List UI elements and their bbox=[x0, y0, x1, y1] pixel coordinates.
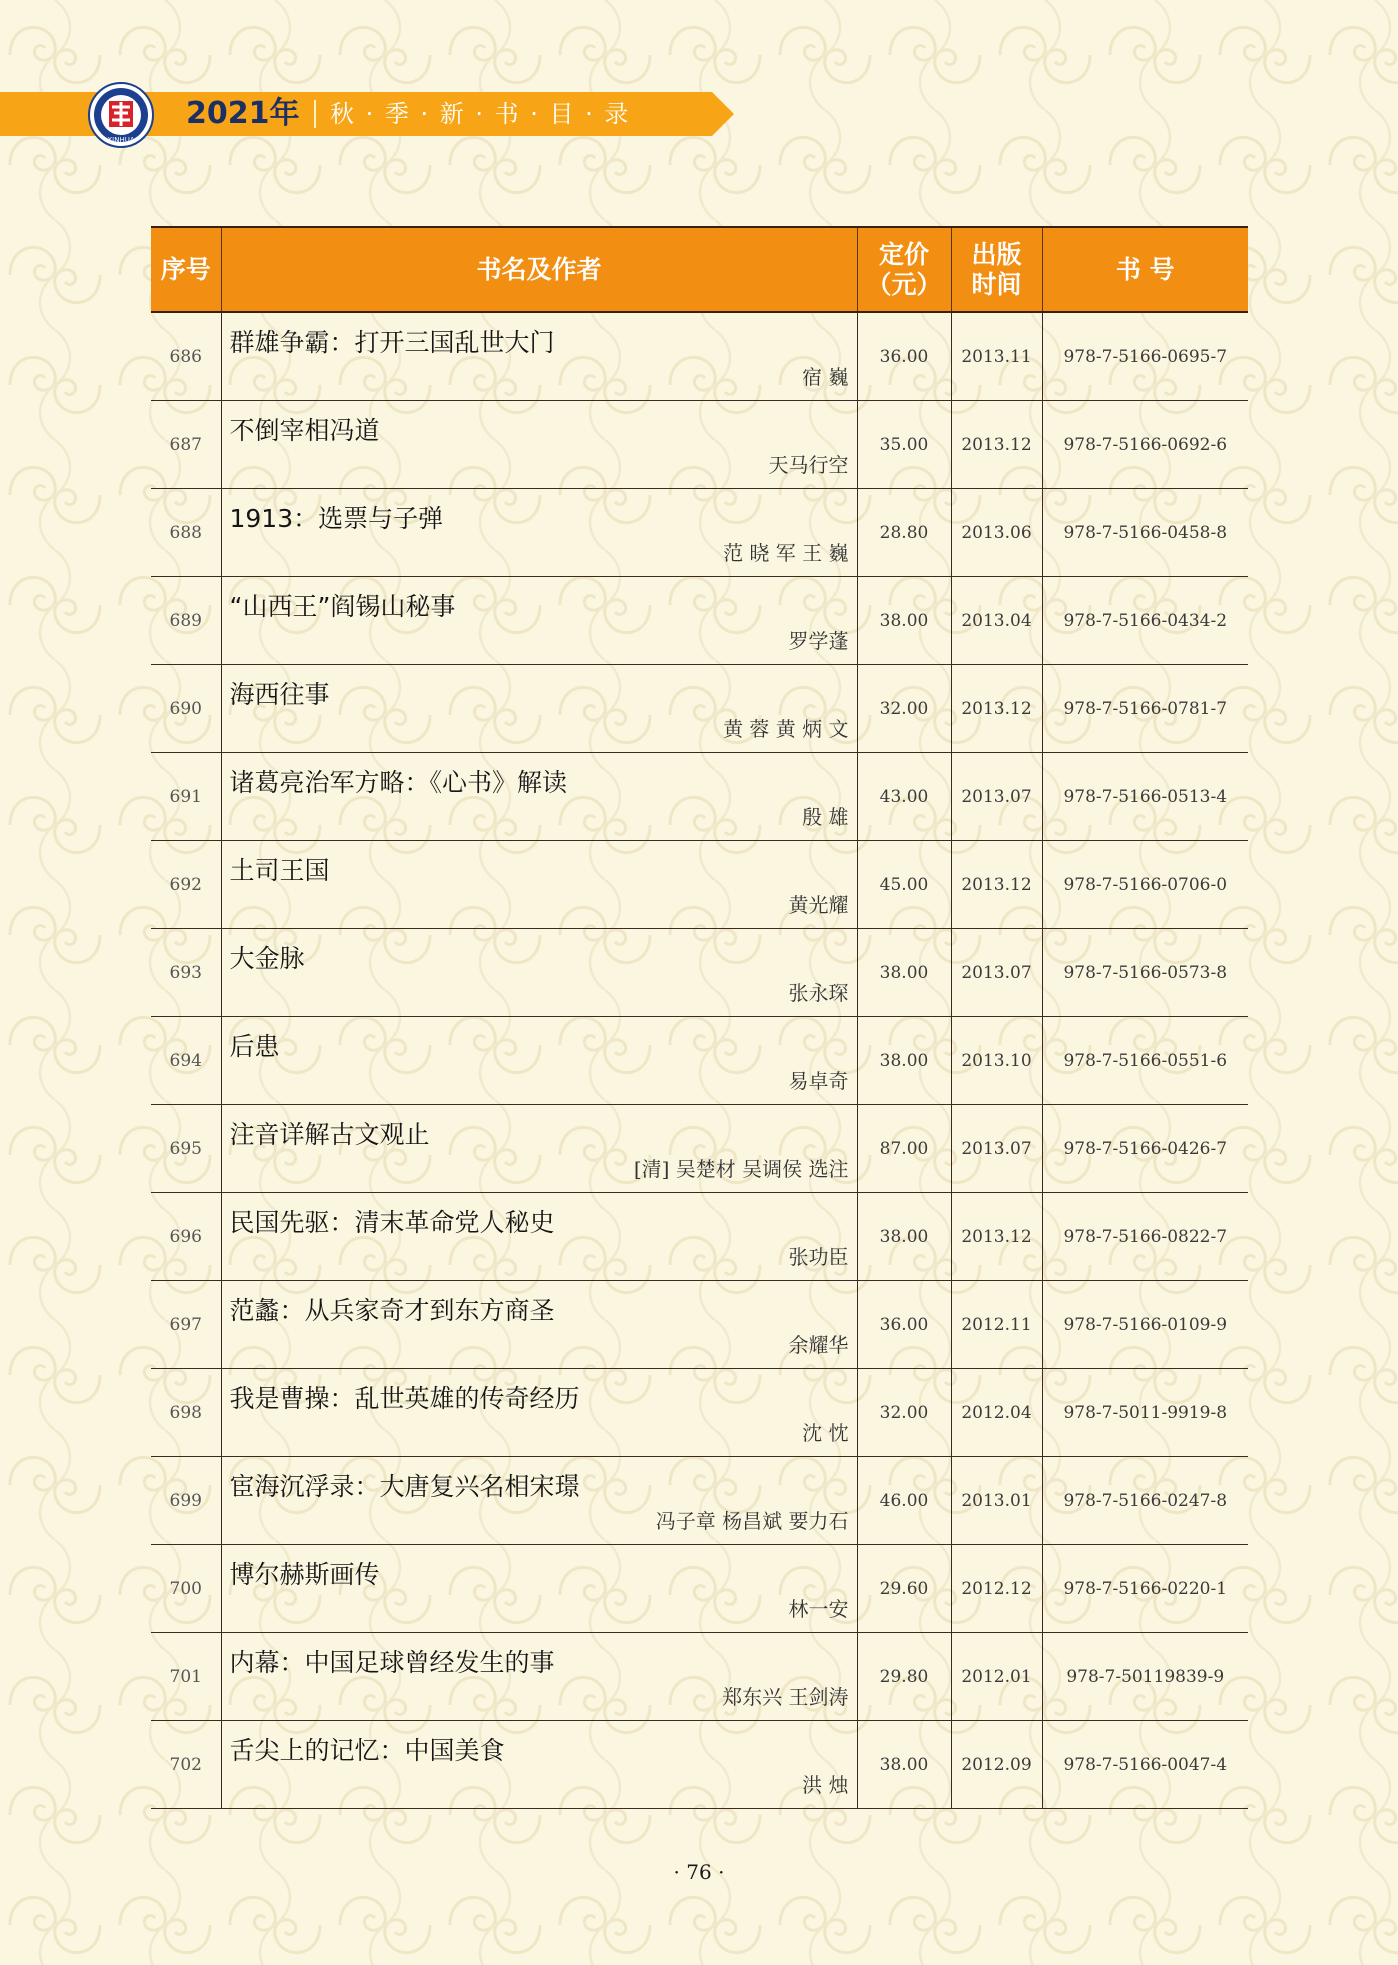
row-isbn: 978-7-5166-0434-2 bbox=[1042, 577, 1248, 665]
row-price: 38.00 bbox=[857, 929, 951, 1017]
row-isbn: 978-7-5166-0695-7 bbox=[1042, 312, 1248, 401]
row-seq: 689 bbox=[151, 577, 221, 665]
row-price: 38.00 bbox=[857, 1193, 951, 1281]
row-date: 2012.04 bbox=[951, 1369, 1042, 1457]
table-row bbox=[151, 929, 1248, 1017]
row-title-cell bbox=[221, 577, 857, 665]
table-row bbox=[151, 577, 1248, 665]
row-isbn: 978-7-5166-0781-7 bbox=[1042, 665, 1248, 753]
row-price: 87.00 bbox=[857, 1105, 951, 1193]
catalog-subtitle: 秋 · 季 · 新 · 书 · 目 · 录 bbox=[330, 100, 631, 128]
row-seq: 692 bbox=[151, 841, 221, 929]
row-seq: 693 bbox=[151, 929, 221, 1017]
book-author: 张永琛 bbox=[788, 981, 849, 1005]
column-header-seq: 序号 bbox=[151, 227, 221, 312]
column-header-price bbox=[857, 227, 951, 312]
row-title-cell bbox=[221, 489, 857, 577]
row-date: 2013.07 bbox=[951, 1105, 1042, 1193]
row-price: 38.00 bbox=[857, 1017, 951, 1105]
book-author: 郑东兴 王剑涛 bbox=[722, 1685, 849, 1709]
row-title-cell bbox=[221, 1193, 857, 1281]
row-date: 2012.11 bbox=[951, 1281, 1042, 1369]
table-row bbox=[151, 753, 1248, 841]
row-date: 2013.06 bbox=[951, 489, 1042, 577]
row-isbn: 978-7-5166-0551-6 bbox=[1042, 1017, 1248, 1105]
column-header-date-line2: 时间 bbox=[971, 269, 1022, 299]
row-date: 2012.09 bbox=[951, 1721, 1042, 1809]
row-date: 2013.11 bbox=[951, 312, 1042, 401]
book-author: 宿 巍 bbox=[802, 365, 849, 389]
table-row bbox=[151, 1105, 1248, 1193]
table-row bbox=[151, 312, 1248, 401]
row-price: 38.00 bbox=[857, 1721, 951, 1809]
row-title-cell bbox=[221, 665, 857, 753]
row-date: 2013.12 bbox=[951, 1193, 1042, 1281]
book-author: 洪 烛 bbox=[802, 1773, 849, 1797]
row-date: 2012.12 bbox=[951, 1545, 1042, 1633]
book-title: 后患 bbox=[229, 1032, 280, 1061]
book-author: 范 晓 军 王 巍 bbox=[723, 541, 849, 565]
row-seq: 688 bbox=[151, 489, 221, 577]
catalog-year: 2021年 bbox=[186, 96, 300, 131]
row-date: 2013.12 bbox=[951, 841, 1042, 929]
row-isbn: 978-7-5166-0247-8 bbox=[1042, 1457, 1248, 1545]
row-seq: 690 bbox=[151, 665, 221, 753]
row-seq: 700 bbox=[151, 1545, 221, 1633]
table-row bbox=[151, 1633, 1248, 1721]
row-price: 43.00 bbox=[857, 753, 951, 841]
table-row bbox=[151, 1369, 1248, 1457]
book-author: 张功臣 bbox=[788, 1245, 849, 1269]
column-header-isbn: 书 号 bbox=[1042, 227, 1248, 312]
book-title: 1913：选票与子弹 bbox=[229, 504, 444, 533]
column-header-date-line1: 出版 bbox=[971, 239, 1022, 269]
table-row bbox=[151, 1281, 1248, 1369]
column-header-price-line2: （元） bbox=[866, 269, 942, 299]
row-title-cell bbox=[221, 1633, 857, 1721]
row-isbn: 978-7-5166-0822-7 bbox=[1042, 1193, 1248, 1281]
row-title-cell bbox=[221, 401, 857, 489]
book-title: 海西往事 bbox=[229, 680, 330, 709]
book-author: 余耀华 bbox=[788, 1333, 849, 1357]
table-row bbox=[151, 1017, 1248, 1105]
book-title: 群雄争霸：打开三国乱世大门 bbox=[229, 328, 555, 357]
page-number: · 76 · bbox=[673, 1860, 725, 1884]
book-catalog-table bbox=[151, 226, 1248, 1809]
row-seq: 702 bbox=[151, 1721, 221, 1809]
row-seq: 701 bbox=[151, 1633, 221, 1721]
row-title-cell bbox=[221, 753, 857, 841]
column-header-title: 书名及作者 bbox=[221, 227, 857, 312]
row-seq: 699 bbox=[151, 1457, 221, 1545]
book-title: 土司王国 bbox=[229, 856, 330, 885]
row-price: 38.00 bbox=[857, 577, 951, 665]
row-price: 46.00 bbox=[857, 1457, 951, 1545]
book-author: 冯子章 杨昌斌 要力石 bbox=[655, 1509, 849, 1533]
table-row bbox=[151, 1721, 1248, 1809]
banner-divider bbox=[314, 100, 316, 128]
book-author: 林一安 bbox=[788, 1597, 849, 1621]
book-author: 天马行空 bbox=[768, 453, 849, 477]
row-isbn: 978-7-5166-0706-0 bbox=[1042, 841, 1248, 929]
row-seq: 691 bbox=[151, 753, 221, 841]
row-isbn: 978-7-5011-9919-8 bbox=[1042, 1369, 1248, 1457]
row-isbn: 978-7-5166-0220-1 bbox=[1042, 1545, 1248, 1633]
table-row bbox=[151, 1193, 1248, 1281]
table-row bbox=[151, 401, 1248, 489]
table-header-row bbox=[151, 227, 1248, 312]
row-price: 35.00 bbox=[857, 401, 951, 489]
table-row bbox=[151, 489, 1248, 577]
row-price: 45.00 bbox=[857, 841, 951, 929]
row-title-cell bbox=[221, 1281, 857, 1369]
row-date: 2013.07 bbox=[951, 929, 1042, 1017]
book-title: 注音详解古文观止 bbox=[229, 1120, 430, 1149]
column-header-price-line1: 定价 bbox=[878, 239, 929, 269]
row-isbn: 978-7-5166-0692-6 bbox=[1042, 401, 1248, 489]
book-title: 我是曹操：乱世英雄的传奇经历 bbox=[229, 1384, 580, 1413]
row-date: 2013.01 bbox=[951, 1457, 1042, 1545]
book-author: 罗学蓬 bbox=[788, 629, 849, 653]
row-seq: 696 bbox=[151, 1193, 221, 1281]
book-author: 易卓奇 bbox=[788, 1069, 849, 1093]
row-title-cell bbox=[221, 312, 857, 401]
column-header-date bbox=[951, 227, 1042, 312]
book-author: 黄 蓉 黄 炳 文 bbox=[723, 717, 849, 741]
book-title: 内幕：中国足球曾经发生的事 bbox=[229, 1648, 555, 1677]
row-isbn: 978-7-5166-0458-8 bbox=[1042, 489, 1248, 577]
table-row bbox=[151, 665, 1248, 753]
row-isbn: 978-7-5166-0426-7 bbox=[1042, 1105, 1248, 1193]
row-price: 32.00 bbox=[857, 1369, 951, 1457]
row-seq: 686 bbox=[151, 312, 221, 401]
row-price: 32.00 bbox=[857, 665, 951, 753]
book-title: 舌尖上的记忆：中国美食 bbox=[229, 1736, 505, 1765]
row-seq: 698 bbox=[151, 1369, 221, 1457]
row-title-cell bbox=[221, 841, 857, 929]
row-price: 29.60 bbox=[857, 1545, 951, 1633]
book-title: 宦海沉浮录：大唐复兴名相宋璟 bbox=[229, 1472, 580, 1501]
row-date: 2012.01 bbox=[951, 1633, 1042, 1721]
book-title: “山西王”阎锡山秘事 bbox=[229, 592, 456, 621]
row-title-cell bbox=[221, 929, 857, 1017]
row-seq: 697 bbox=[151, 1281, 221, 1369]
book-title: 范蠡：从兵家奇才到东方商圣 bbox=[229, 1296, 555, 1325]
table-row bbox=[151, 1545, 1248, 1633]
row-price: 36.00 bbox=[857, 312, 951, 401]
row-seq: 687 bbox=[151, 401, 221, 489]
row-title-cell bbox=[221, 1457, 857, 1545]
book-author: 沈 忱 bbox=[802, 1421, 849, 1445]
table-row bbox=[151, 841, 1248, 929]
row-date: 2013.12 bbox=[951, 665, 1042, 753]
row-title-cell bbox=[221, 1017, 857, 1105]
row-title-cell bbox=[221, 1721, 857, 1809]
row-date: 2013.07 bbox=[951, 753, 1042, 841]
row-seq: 695 bbox=[151, 1105, 221, 1193]
row-price: 28.80 bbox=[857, 489, 951, 577]
row-isbn: 978-7-5166-0573-8 bbox=[1042, 929, 1248, 1017]
book-author: 黄光耀 bbox=[788, 893, 849, 917]
table-row bbox=[151, 1457, 1248, 1545]
book-title: 民国先驱：清末革命党人秘史 bbox=[229, 1208, 555, 1237]
book-title: 诸葛亮治军方略：《心书》解读 bbox=[229, 768, 568, 797]
book-title: 博尔赫斯画传 bbox=[229, 1560, 380, 1589]
svg-text:XINHUA: XINHUA bbox=[107, 136, 135, 144]
row-title-cell bbox=[221, 1369, 857, 1457]
row-isbn: 978-7-5166-0109-9 bbox=[1042, 1281, 1248, 1369]
row-isbn: 978-7-5166-0513-4 bbox=[1042, 753, 1248, 841]
row-isbn: 978-7-50119839-9 bbox=[1042, 1633, 1248, 1721]
row-date: 2013.04 bbox=[951, 577, 1042, 665]
row-date: 2013.12 bbox=[951, 401, 1042, 489]
book-author: [清] 吴楚材 吴调侯 选注 bbox=[633, 1157, 849, 1181]
row-price: 36.00 bbox=[857, 1281, 951, 1369]
row-isbn: 978-7-5166-0047-4 bbox=[1042, 1721, 1248, 1809]
row-title-cell bbox=[221, 1105, 857, 1193]
book-title: 大金脉 bbox=[229, 944, 305, 973]
book-title: 不倒宰相冯道 bbox=[229, 416, 380, 445]
row-price: 29.80 bbox=[857, 1633, 951, 1721]
xinhua-logo bbox=[88, 82, 154, 148]
row-title-cell bbox=[221, 1545, 857, 1633]
book-author: 殷 雄 bbox=[802, 805, 849, 829]
row-seq: 694 bbox=[151, 1017, 221, 1105]
row-date: 2013.10 bbox=[951, 1017, 1042, 1105]
